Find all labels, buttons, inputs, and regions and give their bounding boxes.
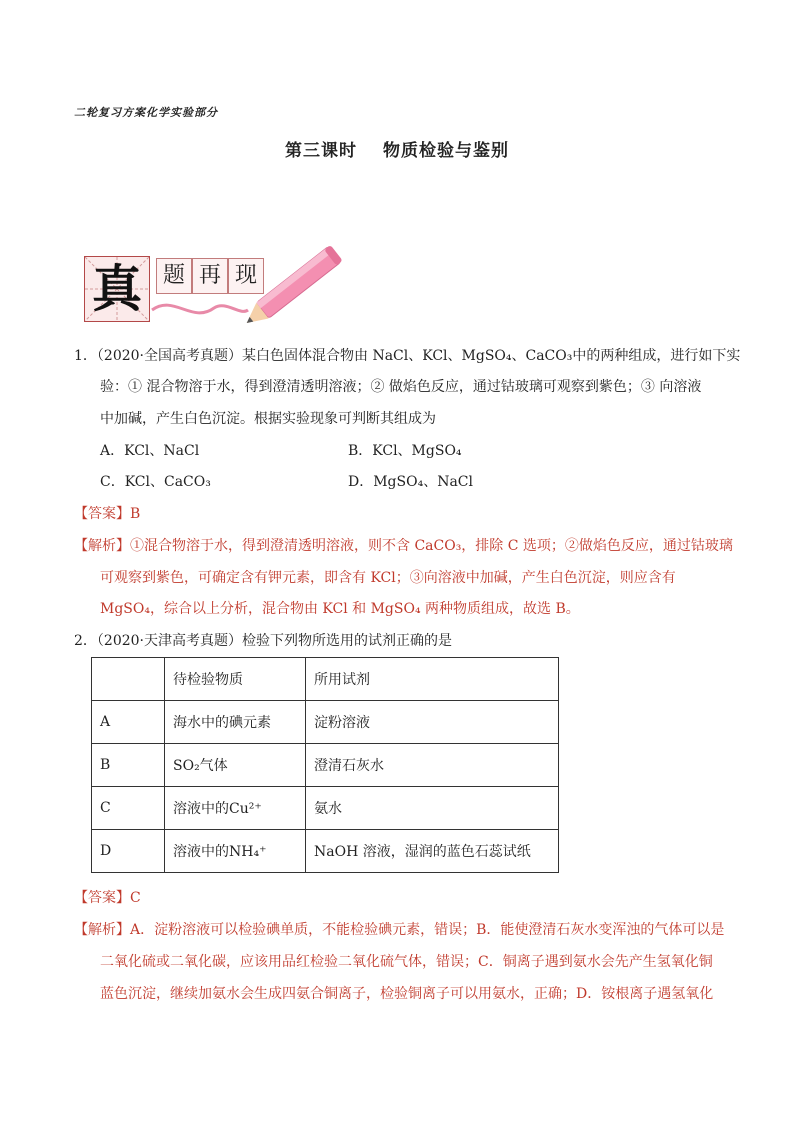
title-part1: 第三课时 bbox=[285, 141, 357, 161]
q1-option-a: A．KCl、NaCl bbox=[100, 443, 200, 459]
q2-table bbox=[91, 657, 559, 873]
banner-char-2: 再 bbox=[192, 258, 228, 294]
q2-answer bbox=[74, 888, 141, 908]
q1-number: 1． bbox=[74, 348, 97, 364]
table-cell: NaOH 溶液，湿润的蓝色石蕊试纸 bbox=[306, 830, 559, 873]
table-cell: 澄清石灰水 bbox=[306, 744, 559, 787]
table-cell: 海水中的碘元素 bbox=[165, 701, 306, 744]
q1-line-1 bbox=[74, 346, 740, 366]
q1-answer bbox=[74, 504, 140, 524]
q1-analysis-line-1 bbox=[74, 536, 733, 556]
q2-source: （2020·天津高考真题） bbox=[96, 633, 243, 649]
table-cell: A bbox=[92, 701, 165, 744]
table-header-row bbox=[92, 658, 559, 701]
q2-stem: 检验下列物所选用的试剂正确的是 bbox=[242, 633, 453, 649]
q1-option-c: C．KCl、CaCO₃ bbox=[100, 474, 211, 490]
header-note: 二轮复习方案化学实验部分 bbox=[74, 106, 218, 119]
q2-analysis-line-1 bbox=[74, 920, 724, 940]
q2-analysis-text-3: 蓝色沉淀，继续加氨水会生成四氨合铜离子，检验铜离子可以用氨水，正确；D．铵根离子遇氢氧化 bbox=[100, 986, 714, 1002]
q2-answer-value: C bbox=[130, 890, 141, 906]
table-cell: SO₂气体 bbox=[165, 744, 306, 787]
table-cell: 淀粉溶液 bbox=[306, 701, 559, 744]
table-cell: C bbox=[92, 787, 165, 830]
table-header-cell: 待检验物质 bbox=[165, 658, 306, 701]
page-title bbox=[0, 136, 794, 161]
q1-option-d: D．MgSO₄、NaCl bbox=[348, 474, 473, 490]
q2-analysis-text-2: 二氧化硫或二氧化碳，应该用品红检验二氧化硫气体，错误；C．铜离子遇到氨水会先产生氢氧化铜 bbox=[100, 954, 713, 970]
banner-big-char: 真 bbox=[92, 259, 142, 318]
table-row bbox=[92, 787, 559, 830]
table-row bbox=[92, 830, 559, 873]
banner-char-3: 现 bbox=[228, 258, 264, 294]
table-header-cell: 所用试剂 bbox=[306, 658, 559, 701]
table-cell: 溶液中的NH₄⁺ bbox=[165, 830, 306, 873]
q1-stem-1: 某白色固体混合物由 NaCl、KCl、MgSO₄、CaCO₃中的两种组成，进行如下实 bbox=[242, 348, 741, 364]
table-cell: D bbox=[92, 830, 165, 873]
q1-stem-3: 中加碱，产生白色沉淀。根据实验现象可判断其组成为 bbox=[100, 411, 436, 427]
title-part2: 物质检验与鉴别 bbox=[383, 141, 509, 161]
section-banner bbox=[84, 236, 346, 336]
q1-answer-label: 【答案】 bbox=[74, 506, 130, 522]
q2-analysis-label: 【解析】 bbox=[74, 922, 130, 938]
table-cell: B bbox=[92, 744, 165, 787]
banner-main-box bbox=[84, 256, 150, 322]
q2-number: 2． bbox=[74, 633, 97, 649]
table-row bbox=[92, 701, 559, 744]
pencil-icon bbox=[144, 236, 344, 336]
q2-line-1 bbox=[74, 631, 452, 651]
q1-analysis-text-1: ①混合物溶于水，得到澄清透明溶液，则不含 CaCO₃，排除 C 选项；②做焰色反应，通过钴玻璃 bbox=[130, 538, 733, 554]
table-cell: 氨水 bbox=[306, 787, 559, 830]
q1-source: （2020·全国高考真题） bbox=[96, 348, 243, 364]
q1-option-b: B．KCl、MgSO₄ bbox=[348, 443, 462, 459]
q2-answer-label: 【答案】 bbox=[74, 890, 130, 906]
q1-analysis-text-3: MgSO₄，综合以上分析，混合物由 KCl 和 MgSO₄ 两种物质组成，故选 B。 bbox=[100, 601, 580, 617]
q1-stem-2: 验：① 混合物溶于水，得到澄清透明溶液；② 做焰色反应，通过钴玻璃可观察到紫色；③ 向溶液 bbox=[100, 379, 702, 395]
q1-answer-value: B bbox=[130, 506, 141, 522]
table-row bbox=[92, 744, 559, 787]
table-header-cell bbox=[92, 658, 165, 701]
q2-analysis-text-1: A．淀粉溶液可以检验碘单质，不能检验碘元素，错误；B．能使澄清石灰水变浑浊的气体可以是 bbox=[130, 922, 725, 938]
table-cell: 溶液中的Cu²⁺ bbox=[165, 787, 306, 830]
q1-analysis-label: 【解析】 bbox=[74, 538, 130, 554]
banner-char-1: 题 bbox=[156, 258, 192, 294]
q1-analysis-text-2: 可观察到紫色，可确定含有钾元素，即含有 KCl；③向溶液中加碱，产生白色沉淀，则应含有 bbox=[100, 570, 676, 586]
